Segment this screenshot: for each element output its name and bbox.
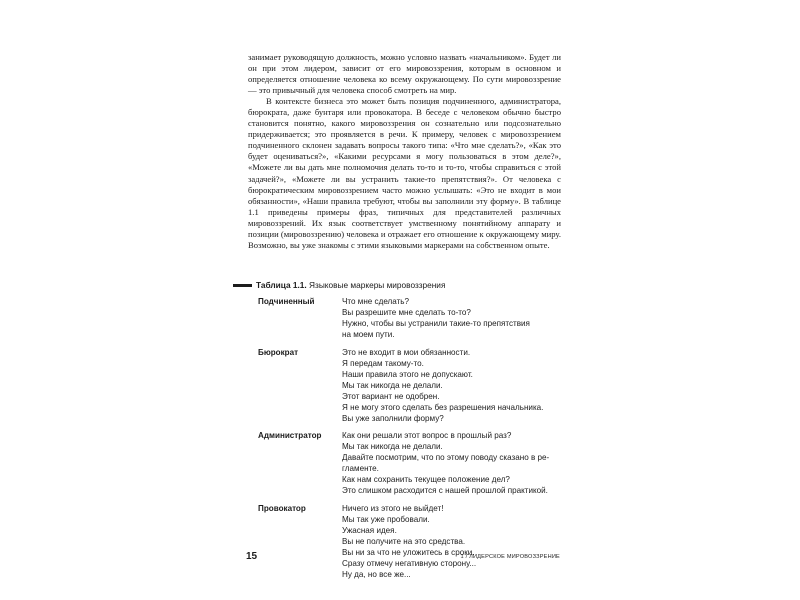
table-group-administrator xyxy=(258,431,558,497)
table-caption-label: Таблица 1.1. xyxy=(256,280,307,290)
phrase: Как нам сохранить текущее положение дел? xyxy=(342,475,510,485)
body-text xyxy=(248,52,561,251)
markers-table xyxy=(258,297,558,588)
phrase: Мы так никогда не делали. xyxy=(342,442,443,452)
caption-bar xyxy=(233,284,252,287)
phrase: Давайте посмотрим, что по этому поводу сказано в ре- xyxy=(342,453,550,463)
phrase: Я передам такому-то. xyxy=(342,358,424,368)
running-head: 1 / ЛИДЕРСКОЕ МИРОВОЗЗРЕНИЕ xyxy=(460,554,560,560)
role-label: Подчиненный xyxy=(258,297,315,306)
phrase: Я не могу этого сделать без разрешения начальника. xyxy=(342,402,544,412)
phrase-list xyxy=(342,431,558,497)
phrase: гламенте. xyxy=(342,464,379,474)
phrase: Сразу отмечу негативную сторону... xyxy=(342,558,477,568)
phrase: Вы уже заполнили форму? xyxy=(342,413,444,423)
phrase: на моем пути. xyxy=(342,329,395,339)
phrase: Что мне сделать? xyxy=(342,297,410,306)
body-paragraph-1: занимает руководящую должность, можно условно назвать «начальником». Будет ли он при этом лидером, зависит от его мировоззрения, которым в основном и определяется отношение человека ко всему окружающему. По сути мировоззрение — это привычный для человека способ смотреть на мир. xyxy=(248,52,561,96)
table-group-provocateur xyxy=(258,504,558,581)
role-label: Бюрократ xyxy=(258,347,299,357)
phrase-list xyxy=(342,348,558,425)
phrase: Наши правила этого не допускают. xyxy=(342,369,473,379)
phrase: Это не входит в мои обязанности. xyxy=(342,347,471,357)
phrase: Этот вариант не одобрен. xyxy=(342,391,440,401)
phrase: Это слишком расходится с нашей прошлой практикой. xyxy=(342,486,548,496)
role-label: Провокатор xyxy=(258,504,306,514)
role-label: Администратор xyxy=(258,431,322,441)
phrase: Как они решали этот вопрос в прошлый раз? xyxy=(342,431,512,441)
phrase: Мы так никогда не делали. xyxy=(342,380,443,390)
phrase: Вы разрешите мне сделать то-то? xyxy=(342,307,471,317)
phrase: Ничего из этого не выйдет! xyxy=(342,504,444,514)
table-group-bureaucrat xyxy=(258,348,558,425)
table-caption xyxy=(233,280,573,291)
page-number: 15 xyxy=(246,551,258,562)
phrase: Вы ни за что не уложитесь в сроки. xyxy=(342,548,475,558)
body-paragraph-2: В контексте бизнеса это может быть позиция подчиненного, администратора, бюрократа, даже бунтаря или провокатора. В беседе с человеком обычно быстро становится понятно, какого мировоззрения он сознательно или подсознательно придерживается; это проявляется в речи. К примеру, человек с мировоззрением подчиненного склонен задавать вопросы такого типа: «Что мне сделать?», «Как это будет оцениваться?», «Какими ресурсами я могу пользоваться в этом деле?», «Можете ли вы дать мне полномочия делать то-то и то-то, чтобы справиться с этой задачей?», «Можете ли вы устранить такие-то препятствия?». От человека с бюрократическим мировоззрением часто можно услышать: «Это не входит в мои обязанности», «Наши правила требуют, чтобы вы заполнили эту форму». В таблице 1.1 приведены примеры фраз, типичных для представителей различных мировоззрений. Их язык соответствует умственному понятийному аппарату и позиции (мировоззрению) человека и отражает его отношение к окружающему миру. Возможно, вы уже знакомы с этими языковыми маркерами на собственном опыте. xyxy=(248,96,561,250)
phrase: Ужасная идея. xyxy=(342,526,397,536)
phrase-list xyxy=(342,504,558,581)
phrase: Ну да, но все же... xyxy=(342,569,411,579)
phrase-list xyxy=(342,297,558,341)
phrase: Вы не получите на это средства. xyxy=(342,537,466,547)
table-group-subordinate xyxy=(258,297,558,341)
table-caption-text: Языковые маркеры мировоззрения xyxy=(306,280,446,290)
phrase: Мы так уже пробовали. xyxy=(342,515,430,525)
phrase: Нужно, чтобы вы устранили такие-то препятствия xyxy=(342,318,530,328)
